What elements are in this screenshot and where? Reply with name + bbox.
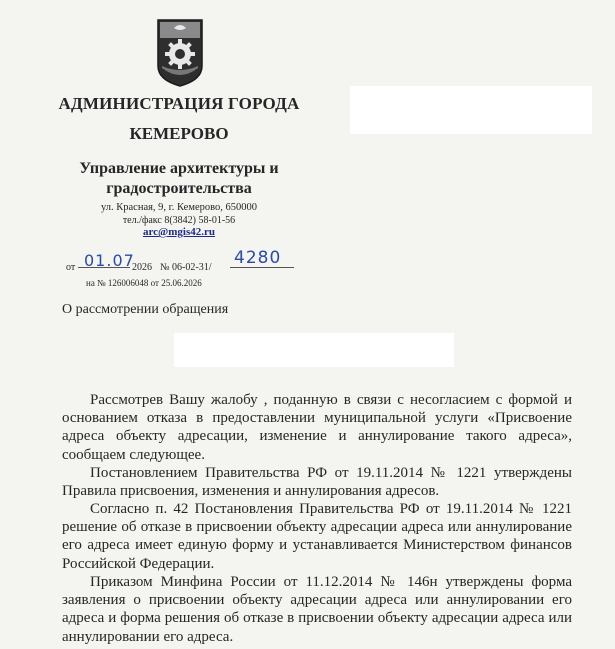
phone-fax: тел./факс 8(3842) 58-01-56 xyxy=(122,215,236,226)
redacted-addressee xyxy=(174,333,454,367)
reference-number: на № 126006048 от 25.06.2026 xyxy=(86,278,202,288)
body-paragraph: Рассмотрев Вашу жалобу , поданную в связи с несогласием с формой и основанием отказа в предоставлении муниципальной услуги «Присвоение адреса объекту адресации, изменение и аннулирование такого адреса», сообщаем следующее. xyxy=(62,392,572,463)
registration-prefix: от xyxy=(66,262,76,273)
registration-line xyxy=(66,248,306,278)
org-city: КЕМЕРОВО xyxy=(129,124,229,143)
letter-subject: О рассмотрении обращения xyxy=(62,302,229,317)
department-name-line2: градостроительства xyxy=(106,180,252,197)
body-paragraph: Согласно п. 42 Постановления Правительства РФ от 19.11.2014 № 1221 решение об отказе в присвоении объекту адресации адреса или аннулирование его адреса имеет единую форму и устанавливается Министерством финансов Российской Федерации. xyxy=(62,501,572,572)
registration-number-prefix: № 06-02-31/ xyxy=(160,262,212,273)
handwritten-date: 01.07 xyxy=(84,251,135,270)
body-paragraph: Постановлением Правительства РФ от 19.11.2014 № 1221 утверждены Правила присвоения, изменения и аннулирования адресов. xyxy=(62,465,572,500)
handwritten-number: 4280 xyxy=(234,248,282,268)
redacted-recipient-block xyxy=(350,86,592,134)
kemerovo-coat-of-arms-icon xyxy=(156,18,204,88)
email-link[interactable]: arc@mgis42.ru xyxy=(142,226,216,238)
body-paragraph: Приказом Минфина России от 11.12.2014 № 146н утверждены форма заявления о присвоении объекту адресации адреса или аннулировании его адреса и форма решения об отказе в присвоении объекту адресации адреса или аннулировании его адреса. xyxy=(62,574,572,645)
department-name-line1: Управление архитектуры и xyxy=(79,160,279,177)
registration-year: 2026 xyxy=(132,262,152,273)
org-title: АДМИНИСТРАЦИЯ ГОРОДА xyxy=(58,94,300,113)
address: ул. Красная, 9, г. Кемерово, 650000 xyxy=(100,202,258,213)
